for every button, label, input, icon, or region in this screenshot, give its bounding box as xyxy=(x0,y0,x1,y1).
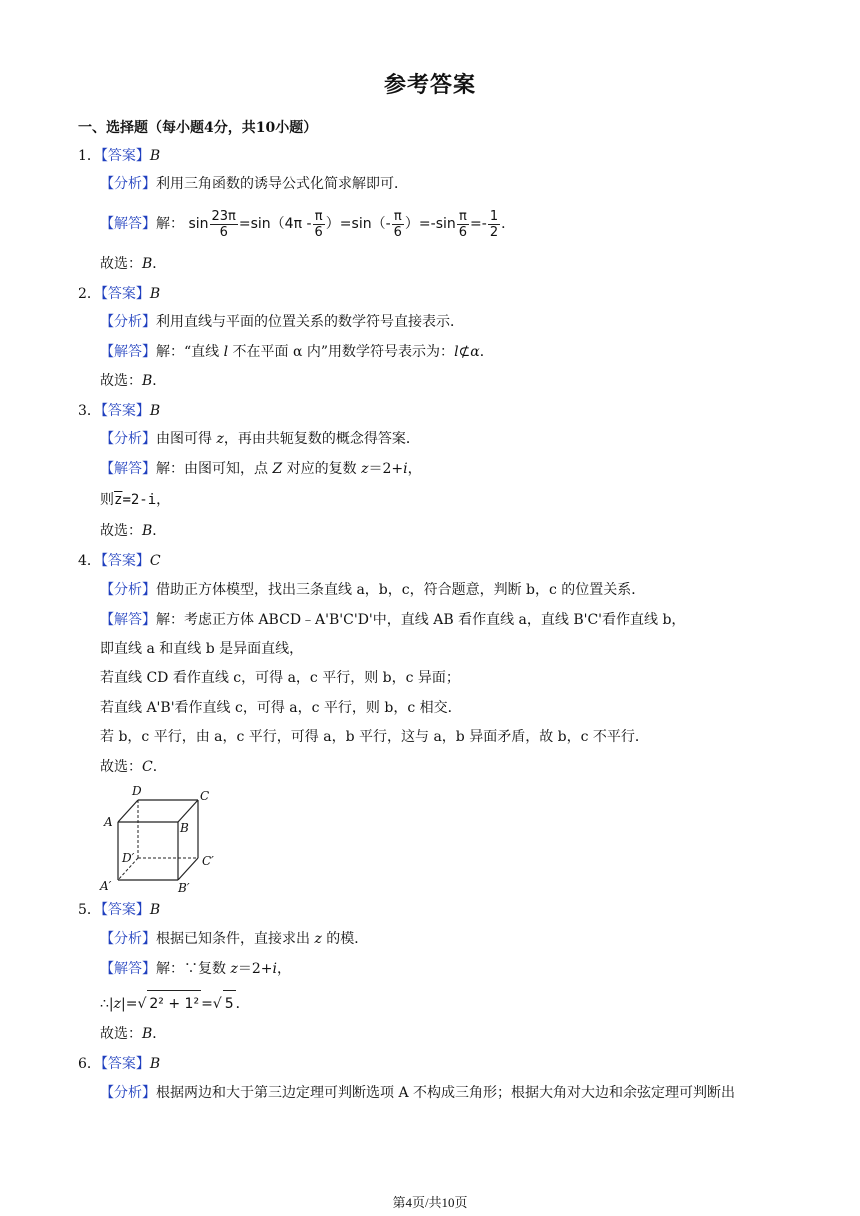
solution-tag: 【解答】 xyxy=(100,216,156,232)
q6-number: 6． xyxy=(78,1056,101,1072)
choice-prefix: 故选： xyxy=(100,256,142,272)
q5-solution-line xyxy=(100,959,291,979)
solution-tag: 【解答】 xyxy=(100,961,156,977)
q3-solution-line xyxy=(100,459,422,479)
q6-analysis-line xyxy=(100,1083,735,1103)
q5-analysis-b: 的模． xyxy=(321,931,369,947)
q1-choice-line xyxy=(100,254,166,274)
q3-analysis-b: ，再由共轭复数的概念得答案． xyxy=(223,431,420,447)
choice-prefix: 故选： xyxy=(100,373,142,389)
abs-end: |= xyxy=(121,996,138,1012)
cube-label-D: D xyxy=(132,784,142,798)
formula-part: ）=sin（- xyxy=(325,216,391,232)
comma: ， xyxy=(276,961,291,977)
period: ． xyxy=(479,344,494,360)
analysis-tag: 【分析】 xyxy=(100,582,156,598)
cube-label-C-prime: C′ xyxy=(202,854,214,868)
q3-conjugate-line xyxy=(100,490,170,510)
q3-analysis-a: 由图可得 xyxy=(156,431,217,447)
q3-answer: B xyxy=(149,403,161,419)
sin-text: sin xyxy=(188,216,209,232)
q5-answer: B xyxy=(149,902,161,918)
sqrt-expression-2: √ 5 xyxy=(213,996,236,1012)
equals-sign: = xyxy=(201,996,213,1012)
fraction xyxy=(488,209,500,240)
q4-solution-line-1 xyxy=(100,610,685,630)
q2-solution-b: 不在平面 α 内”用数学符号表示为： xyxy=(228,344,455,360)
cube-label-C: C xyxy=(200,789,210,803)
q3-solution-b: 对应的复数 xyxy=(282,461,362,477)
cube-label-B-prime: B′ xyxy=(178,881,190,894)
period: ． xyxy=(152,1026,167,1042)
period: ． xyxy=(152,523,167,539)
then-text: 则 xyxy=(100,492,114,508)
fraction-numerator: 1 xyxy=(489,208,499,224)
q1-answer: B xyxy=(149,148,161,164)
q1-solution-line xyxy=(100,204,515,244)
therefore-text: ∴| xyxy=(100,996,114,1012)
q4-solution-line-4: 若直线 A'B'看作直线 c，可得 a，c 平行，则 b，c 相交． xyxy=(100,700,462,716)
q2-analysis: 利用直线与平面的位置关系的数学符号直接表示． xyxy=(156,314,464,330)
var-i: i xyxy=(272,961,277,977)
q5-analysis-a: 根据已知条件，直接求出 xyxy=(156,931,315,947)
answer-tag: 【答案】 xyxy=(100,553,150,569)
q4-analysis: 借助正方体模型，找出三条直线 a，b，c，符合题意，判断 b，c 的位置关系． xyxy=(156,582,646,598)
sqrt-expression-1: √ 2² + 1² xyxy=(137,996,201,1012)
q2-answer-line xyxy=(78,284,160,304)
fraction-denominator: 6 xyxy=(314,224,323,240)
section-heading: 一、选择题（每小题4分，共10小题） xyxy=(78,120,318,136)
q2-answer: B xyxy=(149,286,161,302)
q4-choice: C xyxy=(142,759,153,775)
q3-number: 3． xyxy=(78,403,101,419)
fraction xyxy=(313,209,325,240)
q5-modulus-line xyxy=(100,990,250,1017)
q1-number: 1． xyxy=(78,148,101,164)
analysis-tag: 【分析】 xyxy=(100,314,156,330)
q1-analysis-line xyxy=(100,174,408,194)
analysis-tag: 【分析】 xyxy=(100,431,156,447)
solution-tag: 【解答】 xyxy=(100,461,156,477)
q4-answer: C xyxy=(149,553,161,569)
q4-answer-line xyxy=(78,551,161,571)
formula-part: =- xyxy=(470,216,487,232)
radicand-2: 5 xyxy=(223,990,236,1017)
q2-choice-line xyxy=(100,371,166,391)
q3-analysis-line xyxy=(100,429,420,449)
cube-label-B: B xyxy=(180,821,189,835)
fraction xyxy=(392,209,404,240)
q3-answer-line xyxy=(78,401,160,421)
formula-part: ）=-sin xyxy=(404,216,456,232)
choice-prefix: 故选： xyxy=(100,523,142,539)
q4-number: 4． xyxy=(78,553,101,569)
solution-tag: 【解答】 xyxy=(100,612,156,628)
cube-label-A-prime: A′ xyxy=(100,879,112,893)
choice-prefix: 故选： xyxy=(100,1026,142,1042)
q5-choice: B xyxy=(142,1026,153,1042)
analysis-tag: 【分析】 xyxy=(100,176,156,192)
var-z: z xyxy=(216,431,224,447)
q5-choice-line xyxy=(100,1024,166,1044)
comma: ， xyxy=(407,461,422,477)
q1-formula xyxy=(188,208,516,240)
answer-tag: 【答案】 xyxy=(100,1056,150,1072)
q2-solution-a: 解：“直线 xyxy=(156,344,224,360)
q1-choice: B xyxy=(142,256,153,272)
fraction-numerator: π xyxy=(313,209,325,225)
answer-tag: 【答案】 xyxy=(100,148,150,164)
analysis-tag: 【分析】 xyxy=(100,1085,156,1101)
fraction-denominator: 6 xyxy=(393,224,402,240)
formula-part: ． xyxy=(501,216,516,232)
q4-solution-line-3: 若直线 CD 看作直线 c，可得 a，c 平行，则 b，c 异面； xyxy=(100,670,460,686)
q4-solution-line-5: 若 b，c 平行，由 a，c 平行，可得 a，b 平行，这与 a，b 异面矛盾，故 b，c 不平行． xyxy=(100,729,649,745)
var-z: z xyxy=(230,961,238,977)
q3-choice: B xyxy=(142,523,153,539)
q5-analysis-line xyxy=(100,929,368,949)
answer-tag: 【答案】 xyxy=(100,403,150,419)
q6-answer: B xyxy=(149,1056,161,1072)
q2-solution-line xyxy=(100,342,494,362)
q1-answer-line xyxy=(78,146,160,166)
fraction-numerator: 23π xyxy=(211,208,236,224)
var-Z: Z xyxy=(272,461,283,477)
page-footer: 第4页/共10页 xyxy=(392,1195,468,1210)
q5-number: 5． xyxy=(78,902,101,918)
fraction-numerator: π xyxy=(457,209,469,225)
cube-diagram xyxy=(96,782,226,894)
fraction-denominator: 2 xyxy=(489,224,499,240)
fraction xyxy=(457,209,469,240)
q4-choice-line xyxy=(100,757,167,777)
analysis-tag: 【分析】 xyxy=(100,931,156,947)
period: ． xyxy=(235,996,250,1012)
q3-conjugate-value: =2-i， xyxy=(122,492,171,508)
answer-tag: 【答案】 xyxy=(100,902,150,918)
fraction-denominator: 6 xyxy=(219,224,228,240)
q4-solution-1: 解：考虑正方体 ABCD﹣A'B'C'D'中，直线 AB 看作直线 a，直线 B'C'看作直线 b， xyxy=(156,612,686,628)
q1-analysis: 利用三角函数的诱导公式化简求解即可． xyxy=(156,176,408,192)
q1-solution-prefix: 解： xyxy=(156,216,184,232)
fraction-numerator: π xyxy=(392,209,404,225)
cube-label-D-prime: D′ xyxy=(122,851,135,865)
q3-solution-a: 解：由图可知，点 xyxy=(156,461,273,477)
q4-solution-line-2: 即直线 a 和直线 b 是异面直线， xyxy=(100,641,304,657)
var-z: z xyxy=(314,931,322,947)
var-z: z xyxy=(113,996,122,1012)
radicand-1: 2² + 1² xyxy=(147,990,201,1017)
period: ． xyxy=(152,256,167,272)
q2-number: 2． xyxy=(78,286,101,302)
choice-prefix: 故选： xyxy=(100,759,142,775)
var-i: i xyxy=(403,461,408,477)
q3-choice-line xyxy=(100,521,166,541)
q2-expression: l⊄α xyxy=(454,344,480,360)
page-title: 参考答案 xyxy=(383,72,476,98)
fraction xyxy=(210,209,238,240)
q3-solution-c: ＝2+ xyxy=(368,461,404,477)
q6-analysis: 根据两边和大于第三边定理可判断选项 A 不构成三角形；根据大角对大边和余弦定理可判断出 xyxy=(156,1085,736,1101)
period: ． xyxy=(152,373,167,389)
cube-label-A: A xyxy=(104,815,113,829)
formula-part: =sin（4π - xyxy=(238,216,312,232)
answer-tag: 【答案】 xyxy=(100,286,150,302)
q5-answer-line xyxy=(78,900,160,920)
q2-choice: B xyxy=(142,373,153,389)
q2-analysis-line xyxy=(100,312,464,332)
q6-answer-line xyxy=(78,1054,160,1074)
fraction-denominator: 6 xyxy=(458,224,468,240)
solution-tag: 【解答】 xyxy=(100,344,156,360)
var-l: l xyxy=(223,344,229,360)
q4-analysis-line xyxy=(100,580,645,600)
z-conjugate: $\overline{z}$ xyxy=(114,492,123,508)
var-z: z xyxy=(361,461,369,477)
q5-solution-a: 解：∵复数 xyxy=(156,961,231,977)
period: ． xyxy=(152,759,167,775)
q5-solution-b: ＝2+ xyxy=(237,961,273,977)
